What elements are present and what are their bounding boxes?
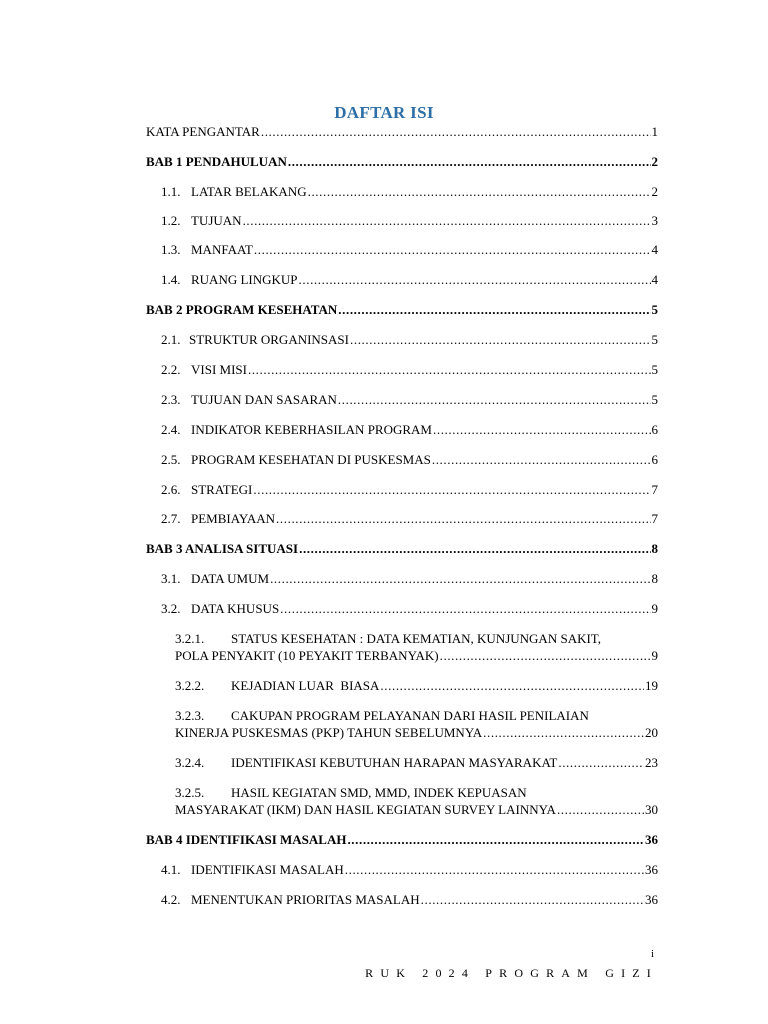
toc-leader [338, 302, 650, 318]
toc-label: MASYARAKAT (IKM) DAN HASIL KEGIATAN SURVEY LAINNYA [175, 802, 556, 817]
toc-label: MENENTUKAN PRIORITAS MASALAH [191, 892, 420, 907]
toc-label: BAB 4 IDENTIFIKASI MASALAH [146, 832, 347, 847]
toc-leader [253, 482, 650, 498]
toc-entry-2-7[interactable] [161, 511, 658, 527]
toc-number: 3.2.2. [175, 678, 205, 693]
toc-number: 2.1. [161, 332, 181, 347]
toc-entry-2-1[interactable] [161, 332, 658, 348]
toc-page-number: 3 [651, 213, 658, 228]
toc-label: POLA PENYAKIT (10 PEYAKIT TERBANYAK) [175, 648, 439, 663]
toc-entry-3-2-1[interactable] [175, 648, 658, 664]
toc-leader [288, 154, 651, 170]
toc-page-number: 6 [651, 422, 658, 437]
toc-number: 3.2.4. [175, 755, 205, 770]
toc-leader [248, 362, 651, 378]
toc-leader [261, 124, 651, 140]
toc-number: 2.5. [161, 452, 181, 467]
toc-label: MANFAAT [191, 242, 253, 257]
toc-leader [557, 802, 644, 818]
toc-label: LATAR BELAKANG [191, 184, 307, 199]
toc-entry-1-1[interactable] [161, 184, 658, 200]
toc-label: PROGRAM KESEHATAN DI PUSKESMAS [191, 452, 431, 467]
toc-leader [338, 392, 651, 408]
toc-page-number: 6 [651, 452, 658, 467]
toc-entry-kata-pengantar[interactable] [146, 124, 658, 140]
toc-number: 4.2. [161, 892, 181, 907]
toc-entry-3-2-3-line1[interactable] [175, 708, 589, 724]
toc-entry-3-2[interactable] [161, 601, 658, 617]
toc-leader [243, 213, 651, 229]
toc-label: TUJUAN [191, 213, 242, 228]
toc-entry-3-2-4[interactable] [175, 755, 658, 771]
toc-entry-bab-4[interactable] [146, 832, 658, 848]
toc-entry-2-3[interactable] [161, 392, 658, 408]
toc-leader [483, 725, 644, 741]
toc-leader [345, 862, 644, 878]
toc-page-number: 4 [651, 242, 658, 257]
toc-label: DATA UMUM [191, 571, 270, 586]
toc-leader [299, 541, 650, 557]
toc-entry-1-3[interactable] [161, 242, 658, 258]
page-title: DAFTAR ISI [334, 103, 434, 122]
toc-page-number: 1 [651, 124, 658, 139]
toc-leader [380, 678, 644, 694]
toc-entry-4-1[interactable] [161, 862, 658, 878]
toc-number: 2.7. [161, 511, 181, 526]
toc-entry-bab-1[interactable] [146, 154, 658, 170]
toc-label: KEJADIAN LUAR BIASA [231, 678, 380, 693]
toc-page-number: 30 [645, 802, 658, 817]
toc-entry-3-2-3[interactable] [175, 725, 658, 741]
toc-number: 2.2. [161, 362, 181, 377]
toc-page-number: 2 [651, 184, 658, 199]
toc-entry-1-4[interactable] [161, 272, 658, 288]
toc-leader [280, 601, 650, 617]
toc-label: HASIL KEGIATAN SMD, MMD, INDEK KEPUASAN [231, 785, 527, 800]
toc-label: BAB 3 ANALISA SITUASI [146, 541, 299, 556]
toc-label: DATA KHUSUS [191, 601, 280, 616]
toc-leader [350, 332, 651, 348]
toc-label: VISI MISI [191, 362, 247, 377]
toc-page-number: 23 [645, 755, 658, 770]
toc-entry-2-5[interactable] [161, 452, 658, 468]
toc-leader [299, 272, 651, 288]
toc-label: RUANG LINGKUP [191, 272, 298, 287]
toc-page-number: 8 [651, 541, 658, 556]
toc-page-number: 4 [651, 272, 658, 287]
toc-page-number: 5 [651, 392, 658, 407]
toc-page-number: 19 [645, 678, 658, 693]
toc-entry-bab-3[interactable] [146, 541, 658, 557]
toc-page-number: 36 [645, 892, 658, 907]
toc-page-number: 5 [651, 302, 658, 317]
toc-number: 1.2. [161, 213, 181, 228]
toc-entry-3-2-2[interactable] [175, 678, 658, 694]
toc-label: STATUS KESEHATAN : DATA KEMATIAN, KUNJUNGAN SAKIT, [231, 631, 602, 646]
toc-number: 3.1. [161, 571, 181, 586]
toc-label: CAKUPAN PROGRAM PELAYANAN DARI HASIL PENILAIAN [231, 708, 589, 723]
toc-page-number: 7 [651, 511, 658, 526]
toc-page-number: 36 [645, 862, 658, 877]
footer-running-title: RUK 2024 PROGRAM GIZI [365, 966, 658, 980]
toc-entry-bab-2[interactable] [146, 302, 658, 318]
toc-page-number: 9 [651, 648, 658, 663]
toc-leader [433, 422, 651, 438]
toc-leader [270, 571, 650, 587]
toc-number: 3.2.3. [175, 708, 205, 723]
toc-label: STRUKTUR ORGANINSASI [189, 332, 349, 347]
toc-entry-3-2-1-line1[interactable] [175, 631, 601, 647]
toc-number: 3.2.1. [175, 631, 205, 646]
toc-leader [432, 452, 651, 468]
toc-number: 2.3. [161, 392, 181, 407]
toc-label: KATA PENGANTAR [146, 124, 260, 139]
toc-page-number: 5 [651, 332, 658, 347]
toc-label: IDENTIFIKASI KEBUTUHAN HARAPAN MASYARAKAT [231, 755, 558, 770]
toc-leader [421, 892, 644, 908]
toc-leader [347, 832, 644, 848]
toc-label: KINERJA PUSKESMAS (PKP) TAHUN SEBELUMNYA [175, 725, 483, 740]
toc-leader [254, 242, 651, 258]
toc-leader [276, 511, 650, 527]
toc-page-number: 36 [645, 832, 658, 847]
toc-page-number: 8 [651, 571, 658, 586]
toc-entry-4-2[interactable] [161, 892, 658, 908]
toc-entry-3-2-5[interactable] [175, 802, 658, 818]
toc-label: BAB 2 PROGRAM KESEHATAN [146, 302, 338, 317]
toc-page-number: 5 [651, 362, 658, 377]
toc-label: STRATEGI [191, 482, 253, 497]
toc-page-number: 2 [651, 154, 658, 169]
toc-entry-2-4[interactable] [161, 422, 658, 438]
toc-number: 3.2. [161, 601, 181, 616]
toc-page-number: 7 [651, 482, 658, 497]
toc-label: TUJUAN DAN SASARAN [191, 392, 337, 407]
toc-label: IDENTIFIKASI MASALAH [191, 862, 344, 877]
toc-number: 2.6. [161, 482, 181, 497]
toc-number: 1.4. [161, 272, 181, 287]
toc-entry-3-1[interactable] [161, 571, 658, 587]
toc-page-number: 20 [645, 725, 658, 740]
toc-number: 4.1. [161, 862, 181, 877]
toc-entry-2-6[interactable] [161, 482, 658, 498]
toc-page-number: 9 [651, 601, 658, 616]
toc-number: 1.3. [161, 242, 181, 257]
toc-entry-1-2[interactable] [161, 213, 658, 229]
toc-label: BAB 1 PENDAHULUAN [146, 154, 287, 169]
toc-label: INDIKATOR KEBERHASILAN PROGRAM [191, 422, 432, 437]
toc-number: 3.2.5. [175, 785, 205, 800]
toc-entry-2-2[interactable] [161, 362, 658, 378]
toc-label: PEMBIAYAAN [191, 511, 276, 526]
toc-number: 2.4. [161, 422, 181, 437]
toc-leader [558, 755, 644, 771]
toc-leader [440, 648, 651, 664]
toc-number: 1.1. [161, 184, 181, 199]
toc-leader [308, 184, 651, 200]
footer-page-number: i [651, 948, 655, 960]
toc-entry-3-2-5-line1[interactable] [175, 785, 527, 801]
